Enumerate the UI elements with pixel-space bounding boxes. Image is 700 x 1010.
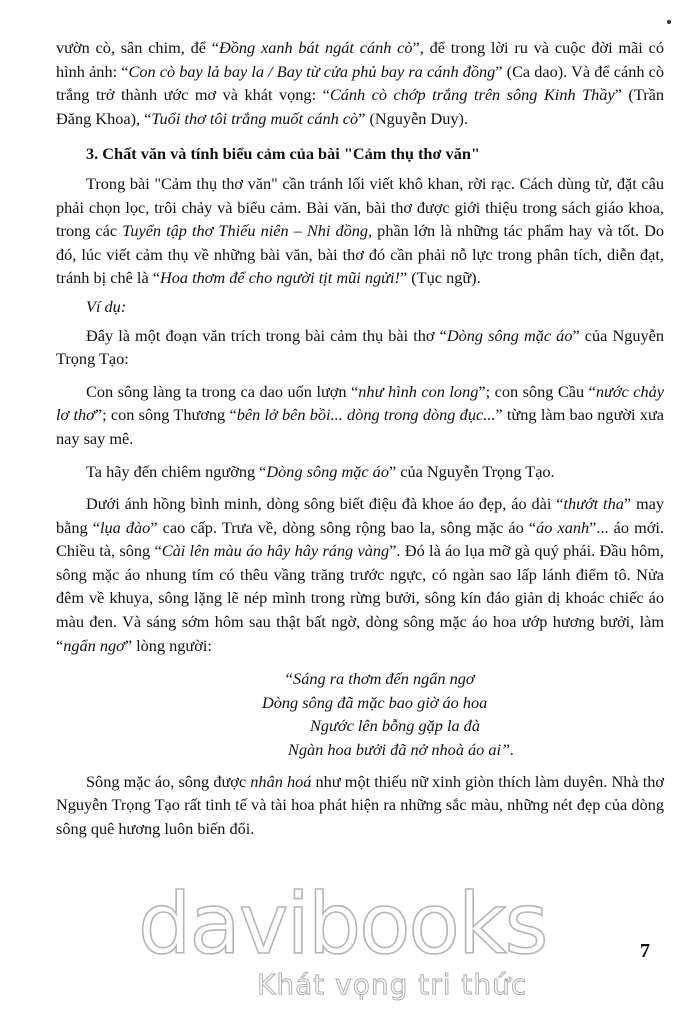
italic-run: Tuyển tập thơ Thiếu niên – Nhi đồng, xyxy=(122,221,373,241)
text-run: ”... áo mới. Chiều tà, sông “ xyxy=(56,517,664,561)
italic-run: Tuổi thơ tôi trắng muốt cánh cò xyxy=(151,108,359,128)
text-run: Trong bài "Cảm thụ thơ văn" cần tránh lối viết khô khan, rời rạc. Cách dùng từ, đặt câu phải chọn lọc, trôi chảy và biểu cảm. Bài văn, bài thơ được giới thiệu trong sách giáo khoa, trong các xyxy=(56,173,664,241)
page-body xyxy=(56,36,664,840)
paragraph-7 xyxy=(56,492,664,657)
poem-line-1: “Sáng ra thơm đến ngẩn ngơ xyxy=(284,669,475,689)
watermark-brand: davibooks xyxy=(138,875,547,973)
page-number: 7 xyxy=(640,940,650,962)
paragraph-8 xyxy=(56,770,664,841)
italic-run: áo xanh xyxy=(536,517,590,537)
text-run: ”; con sông Thương “ xyxy=(94,405,237,425)
italic-run: Dòng sông mặc áo xyxy=(266,461,389,481)
italic-run: Ví dụ: xyxy=(86,296,127,316)
text-run: ” của Nguyễn Trọng Tạo: xyxy=(56,325,665,369)
text-run: ”; con sông Cầu “ xyxy=(478,381,596,401)
italic-run: Hoa thơm để cho người tịt mũi ngửi! xyxy=(159,268,400,288)
poem-quote xyxy=(56,667,664,761)
example-label xyxy=(56,295,664,319)
italic-run: lụa đào xyxy=(99,517,151,537)
text-run: vườn cò, sân chim, để “ xyxy=(56,38,219,57)
italic-run: nước chảy lơ thơ xyxy=(56,381,665,425)
text-run: ”. Đó là áo lụa mỡ gà quý phái. Đầu hôm, sông mặc áo nhung tím có thêu vầng trăng trước ngực, có ngàn sao lấp lánh điểm tô. Nửa đêm về khuya, sông lặng lẽ nép mình trong rừng bưởi, sông kín đáo giản dị khoác chiếc áo màu đen. Và sáng sớm hôm sau thật bất ngờ, dòng sông mặc áo hoa ướp hương bưởi, làm “ xyxy=(56,541,665,655)
italic-run: Cánh cò chớp trắng trên sông Kinh Thầy xyxy=(329,85,615,105)
poem-line-2: Dòng sông đã mặc bao giờ áo hoa xyxy=(262,692,488,712)
italic-run: Con cò bay lả bay la / Bay từ cửa phủ bay ra cánh đồng xyxy=(128,61,496,81)
italic-run: bên lở bên bồi... dòng trong dòng đục... xyxy=(236,405,496,425)
italic-run: Dòng sông mặc áo xyxy=(446,325,573,345)
text-run: ” (Tục ngữ). xyxy=(399,268,481,288)
text-run: ” lòng người: xyxy=(124,635,212,655)
italic-run: Đồng xanh bát ngát cánh cò xyxy=(219,38,413,57)
poem-line-3: Ngước lên bỗng gặp la đà xyxy=(310,716,480,736)
text-run: phần lớn là những tác phẩm hay và tốt. Do đó, lúc viết cảm thụ về những bài văn, bài thơ đó cần phải nỗ lực trong phân tích, diễn đạt, tránh bị chê là “ xyxy=(56,221,664,288)
corner-dot xyxy=(667,20,671,24)
italic-run: nhân hoá xyxy=(250,771,312,791)
text-run: ” cao cấp. Trưa về, dòng sông rộng bao la, sông mặc áo “ xyxy=(150,517,537,537)
text-run: ” (Ca dao). Và để cánh cò trắng trở thành ước mơ và khát vọng: “ xyxy=(56,61,664,105)
text-run: như một thiếu nữ xinh giòn thích làm duyên. Nhà thơ Nguyễn Trọng Tạo rất tinh tế và tài hoa phát hiện ra những sắc màu, những nét đẹp của dòng sông quê hương luôn biến đổi. xyxy=(56,771,664,838)
paragraph-1 xyxy=(56,36,664,130)
paragraph-5 xyxy=(56,380,664,451)
text-run: Con sông làng ta trong ca dao uốn lượn “ xyxy=(86,381,359,401)
text-run: ” của Nguyễn Trọng Tạo. xyxy=(388,461,555,481)
watermark-slogan: Khát vọng tri thức xyxy=(257,968,528,1001)
text-run: ” (Nguyễn Duy). xyxy=(358,108,469,128)
paragraph-6 xyxy=(56,460,664,484)
text-run: ”, để trong lời ru và cuộc đời mãi có hình ảnh: “ xyxy=(56,38,664,81)
italic-run: như hình con long xyxy=(358,381,479,401)
paragraph-4 xyxy=(56,324,664,371)
section-heading: 3. Chất văn và tính biểu cảm của bài "Cảm thụ thơ văn" xyxy=(86,144,480,164)
italic-run: Cài lên màu áo hây hây ráng vàng xyxy=(161,541,390,561)
italic-run: thướt tha xyxy=(563,494,624,514)
italic-run: ngẩn ngơ xyxy=(63,635,125,655)
text-run: ” từng làm bao người xưa nay say mê. xyxy=(56,405,664,448)
text-run: ” (Trần Đăng Khoa), “ xyxy=(56,85,664,128)
text-run: Sông mặc áo, sông được xyxy=(86,771,251,791)
text-run: Đây là một đoạn văn trích trong bài cảm thụ bài thơ “ xyxy=(86,325,447,345)
poem-line-4: Ngàn hoa bưởi đã nở nhoà áo ai”. xyxy=(288,740,515,760)
text-run: Dưới ánh hồng bình minh, dòng sông biết điệu đà khoe áo đẹp, áo dài “ xyxy=(86,494,564,514)
text-run: ” may bằng “ xyxy=(56,494,664,537)
text-run: Ta hãy đến chiêm ngưỡng “ xyxy=(86,461,267,481)
paragraph-2 xyxy=(56,172,664,290)
